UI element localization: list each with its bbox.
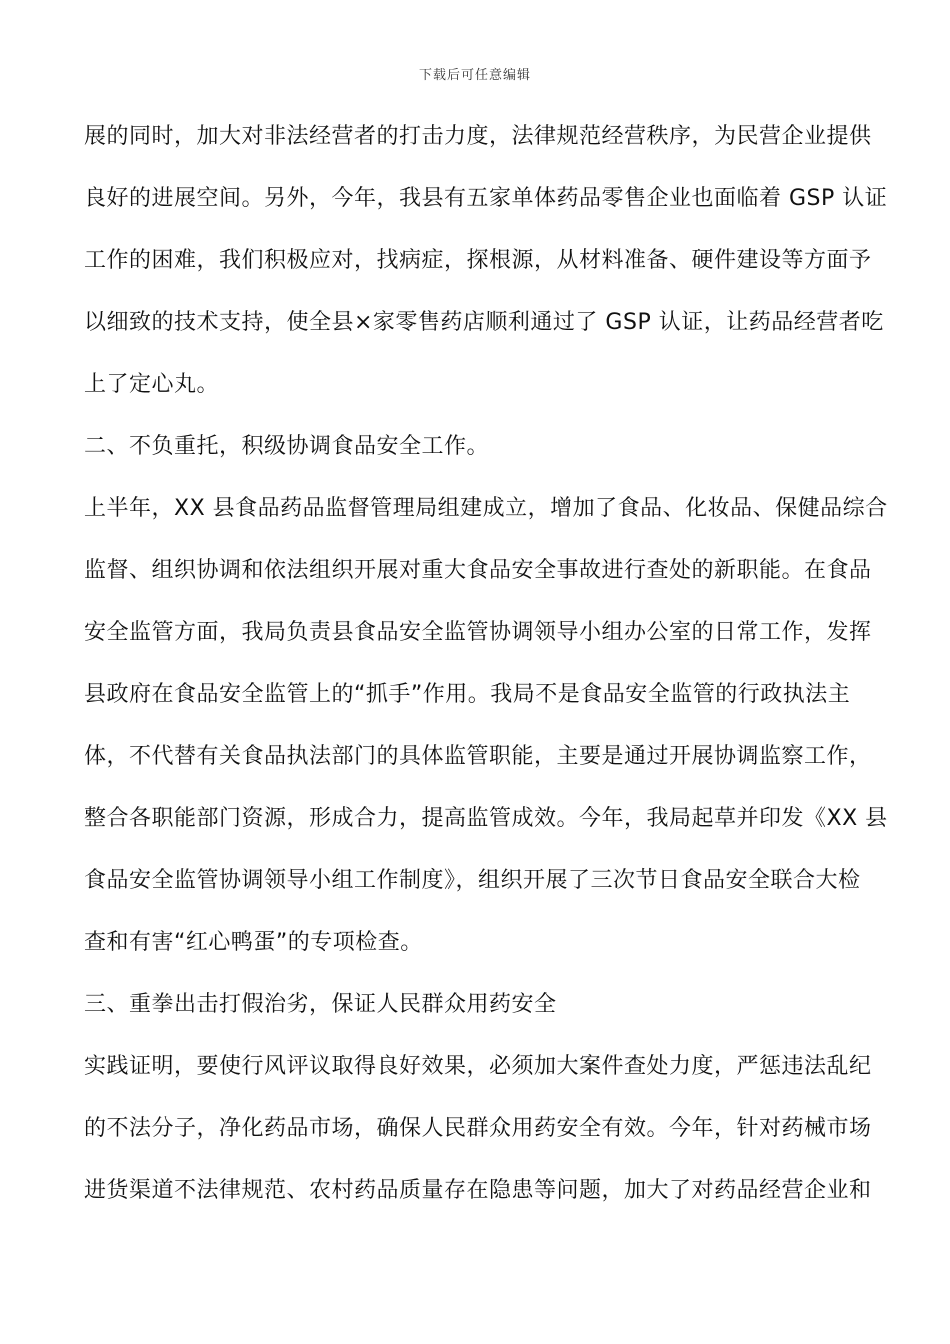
text-line: 县政府在食品安全监管上的“抓手”作用。我局不是食品安全监管的行政执法主 [84,682,851,707]
text-line: 安全监管方面，我局负责县食品安全监管协调领导小组办公室的日常工作，发挥 [84,620,872,645]
text-line: 良好的进展空间。另外，今年，我县有五家单体药品零售企业也面临着 GSP 认证 [84,186,888,211]
text-line: 上半年，XX 县食品药品监督管理局组建成立，增加了食品、化妆品、保健品综合 [84,496,888,521]
text-line: 上了定心丸。 [84,372,220,397]
text-line: 的不法分子，净化药品市场，确保人民群众用药安全有效。今年，针对药械市场 [84,1116,872,1141]
text-line: 体，不代替有关食品执法部门的具体监管职能，主要是通过开展协调监察工作， [84,744,872,769]
section-heading: 二、不负重托，积级协调食品安全工作。 [84,434,490,459]
text-line: 查和有害“红心鸭蛋”的专项检查。 [84,930,423,955]
text-line: 以细致的技术支持，使全县×家零售药店顺利通过了 GSP 认证，让药品经营者吃 [84,310,884,335]
text-line: 进货渠道不法律规范、农村药品质量存在隐患等问题，加大了对药品经营企业和 [84,1178,872,1203]
text-line: 工作的困难，我们积极应对，找病症，探根源，从材料准备、硬件建设等方面予 [84,248,872,273]
page-header-note: 下载后可任意编辑 [418,68,531,83]
text-line: 实践证明，要使行风评议取得良好效果，必须加大案件查处力度，严惩违法乱纪 [84,1054,872,1079]
section-heading: 三、重拳出击打假治劣，保证人民群众用药安全 [84,992,557,1017]
text-line: 展的同时，加大对非法经营者的打击力度，法律规范经营秩序，为民营企业提供 [84,124,872,149]
text-line: 食品安全监管协调领导小组工作制度》，组织开展了三次节日食品安全联合大检 [84,868,861,893]
document-body [84,115,888,1231]
text-line: 整合各职能部门资源，形成合力，提高监管成效。今年，我局起草并印发《XX 县 [84,806,888,831]
text-line: 监督、组织协调和依法组织开展对重大食品安全事故进行查处的新职能。在食品 [84,558,872,583]
